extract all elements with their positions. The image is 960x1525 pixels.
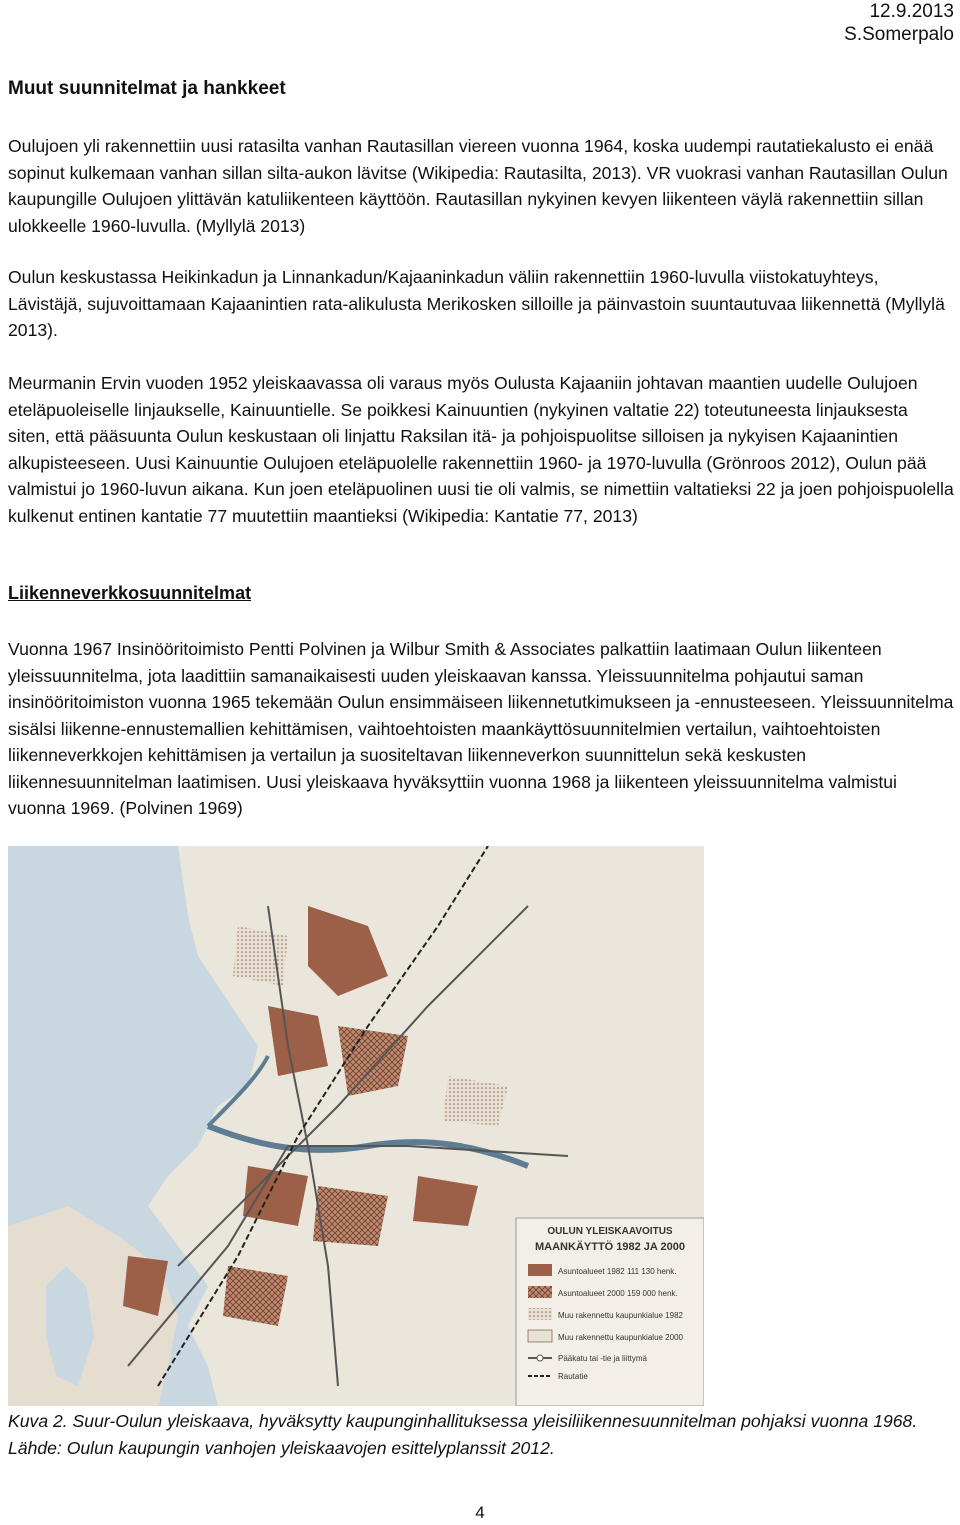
legend-item: Asuntoalueet 1982 111 130 henk. [558, 1267, 677, 1276]
legend-item: Pääkatu tai -tie ja liittymä [558, 1354, 647, 1363]
map-heading-1: OULUN YLEISKAAVOITUS [547, 1226, 673, 1237]
page-number: 4 [475, 1503, 485, 1522]
residential-area [313, 1186, 388, 1246]
header-date: 12.9.2013 [869, 1, 954, 22]
paragraph-rautasilta: Oulujoen yli rakennettiin uusi ratasilta vanhan Rautasillan viereen vuonna 1964, koska uudempi rautatiekalusto ei enää sopinut kulkemaan vanhan sillan silta-aukon lävitse (Wikipedia: Rautasilta, 2013). VR vuokrasi vanhan Rautasillan Oulun kaupungille Oulujoen ylittävän katuliikenteen käyttöön. Rautasillan nykyinen kevyen liikenteen väylä rakennettiin sillan ulokkeelle 1960-luvulla. (Myllylä 2013) [8, 136, 948, 236]
paragraph-liikennesuunnitelma: Vuonna 1967 Insinööritoimisto Pentti Polvinen ja Wilbur Smith & Associates palkattiin laatimaan Oulun liikenteen yleissuunnitelma, jota laadittiin samanaikaisesti uuden yleiskaavan kanssa. Yleissuunnitelma pohjautui saman insinööritoimiston vuonna 1965 tekemään Oulun ensimmäiseen liikennetutkimukseen ja -ennusteeseen. Yleissuunnitelma sisälsi liikenne-ennustemallien kehittämisen, vaihtoehtoisten maankäyttösuunnitelmien vertailun, vaihtoehtoisten liikenneverkkojen kehittämisen ja vertailun ja suositeltavan liikenneverkon suunnittelun sekä keskusten liikennesuunnitelman laatimisen. Uusi yleiskaava hyväksyttiin vuonna 1968 ja liikenteen yleissuunnitelma valmistui vuonna 1969. (Polvinen 1969) [8, 639, 954, 818]
paragraph-kainuuntie: Meurmanin Ervin vuoden 1952 yleiskaavassa oli varaus myös Oulusta Kajaaniin johtavan maantien uudelle Oulujoen eteläpuoleiselle linjaukselle, Kainuuntielle. Se poikkesi Kainuuntien (nykyinen valtatie 22) toteutuneesta linjauksesta siten, että pääsuunta Oulun keskustaan oli linjattu Raksilan itä- ja pohjoispuolitse silloisen ja nykyisen Kajaanintien alkupisteeseen. Uusi Kainuuntie Oulujoen eteläpuolelle rakennettiin 1960- ja 1970-luvulla (Grönroos 2012), Oulun pää valmistui jo 1960-luvun aikana. Kun joen eteläpuolinen uusi tie oli valmis, se nimettiin valtatieksi 22 ja joen pohjoispuolella kulkenut entinen kantatie 77 muutettiin maantieksi (Wikipedia: Kantatie 77, 2013) [8, 373, 954, 526]
figure-caption: Kuva 2. Suur-Oulun yleiskaava, hyväksytty kaupunginhallituksessa yleisiliikennesuunnitelman pohjaksi vuonna 1968. Lähde: Oulun kaupungin vanhojen yleiskaavojen esittelyplanssit 2012. [8, 1411, 918, 1458]
residential-area [233, 926, 288, 986]
subsection-heading: Liikenneverkkosuunnitelmat [8, 583, 252, 603]
legend-item: Muu rakennettu kaupunkialue 1982 [558, 1311, 683, 1320]
residential-area [223, 1266, 288, 1326]
legend-item: Rautatie [558, 1372, 588, 1381]
map-heading-2: MAANKÄYTTÖ 1982 JA 2000 [535, 1241, 685, 1253]
legend-item: Muu rakennettu kaupunkialue 2000 [558, 1333, 683, 1342]
header-author: S.Somerpalo [844, 24, 954, 45]
legend-item: Asuntoalueet 2000 159 000 henk. [558, 1289, 678, 1298]
paragraph-lavistaja: Oulun keskustassa Heikinkadun ja Linnankadun/Kajaaninkadun väliin rakennettiin 1960-luvulla viistokatuyhteys, Lävistäjä, sujuvoittamaan Kajaanintien rata-alikulusta Merikosken silloille ja päinvastoin suuntautuvaa liikennettä (Myllylä 2013). [8, 267, 945, 340]
land-use-map [8, 846, 704, 1406]
residential-area [338, 1026, 408, 1096]
page-header [844, 0, 954, 46]
residential-area [243, 1166, 308, 1226]
section-heading: Muut suunnitelmat ja hankkeet [8, 78, 286, 99]
